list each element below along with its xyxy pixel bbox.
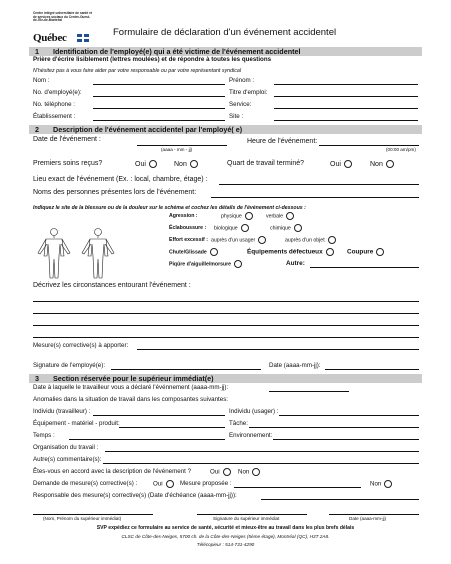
heure-evenement-hint: (00:00 am/pm) bbox=[386, 147, 416, 152]
chimique-label: chimique bbox=[270, 225, 291, 232]
section-title: Section réservée pour le supérieur immédiat(e) bbox=[53, 374, 214, 383]
piqure-radio[interactable] bbox=[234, 260, 242, 268]
premiers-soins-oui-radio[interactable] bbox=[149, 160, 157, 168]
date-evenement-label: Date de l'événement : bbox=[33, 136, 101, 143]
section-number: 1 bbox=[35, 47, 39, 56]
organisation-label: Organisation du travail : bbox=[33, 444, 99, 451]
demande-mesures-non-radio[interactable] bbox=[384, 480, 392, 488]
environnement-field[interactable] bbox=[273, 439, 419, 440]
nom-superieur-caption: (Nom, Prénom du supérieur immédiat) bbox=[43, 516, 122, 521]
section-2-header bbox=[29, 125, 422, 134]
section-3-header bbox=[29, 374, 422, 383]
individu-usager-field[interactable] bbox=[279, 415, 419, 416]
mesure-proposee-label: Mesure proposée : bbox=[180, 480, 232, 487]
etablissement-field[interactable] bbox=[93, 120, 225, 121]
form-title: Formulaire de déclaration d'un événement accidentel bbox=[113, 27, 337, 38]
heure-evenement-label: Heure de l'événement: bbox=[247, 138, 318, 145]
autres-commentaires-field[interactable] bbox=[103, 463, 419, 464]
date-avise-field[interactable] bbox=[269, 391, 349, 392]
oui-label: Oui bbox=[135, 160, 146, 168]
effort-excessif-label: Effort excessif : bbox=[169, 237, 208, 243]
equipements-radio[interactable] bbox=[326, 248, 334, 256]
temps-label: Temps : bbox=[33, 432, 55, 439]
chimique-option bbox=[270, 224, 302, 232]
quebec-flag-icon bbox=[77, 34, 89, 42]
personnes-label: Noms des personnes présentes lors de l'événement: bbox=[33, 189, 197, 196]
biologique-radio[interactable] bbox=[241, 224, 249, 232]
titre-emploi-field[interactable] bbox=[274, 96, 418, 97]
section-1-instruction: Prière d'écrire lisiblement (lettres moulées) et de répondre à toutes les questions bbox=[33, 56, 272, 63]
section-number: 2 bbox=[35, 125, 39, 134]
oui-label: Oui bbox=[153, 480, 163, 488]
physique-option bbox=[221, 212, 253, 220]
circonstances-line-1[interactable] bbox=[33, 301, 419, 302]
quebec-logo: Québec bbox=[33, 32, 67, 44]
aupres-objet-radio[interactable] bbox=[328, 236, 336, 244]
equipement-field[interactable] bbox=[119, 427, 225, 428]
biologique-label: biologique bbox=[214, 225, 238, 232]
signature-employe-field[interactable] bbox=[111, 369, 261, 370]
quart-travail-label: Quart de travail terminé? bbox=[227, 160, 305, 167]
lieu-field[interactable] bbox=[219, 184, 419, 185]
date-avise-label: Date à laquelle le travailleur vous a déclaré l'événnement (aaaa-mm-jj): bbox=[33, 384, 229, 391]
nom-label: Nom : bbox=[33, 77, 50, 84]
anomalies-label: Anomalies dans la situation de travail dans les composantes suivantes: bbox=[33, 396, 229, 403]
piqure-option bbox=[169, 260, 242, 268]
date-signature-label: Date (aaaa-mm-jj): bbox=[269, 362, 321, 369]
tache-field[interactable] bbox=[249, 427, 419, 428]
section-1-note: N'hésitez pas à vous faire aider par votre responsable ou par votre représentant syndical bbox=[33, 68, 241, 74]
equipement-label: Équipement - matériel - produit: bbox=[33, 420, 120, 427]
piqure-label: Piqûre d'aiguille/morsure bbox=[169, 261, 232, 268]
equipements-label: Équipements défectueux bbox=[247, 248, 323, 256]
accord-oui bbox=[210, 468, 231, 477]
eclaboussure-label: Éclaboussure : bbox=[169, 225, 207, 231]
telephone-label: No. téléphone : bbox=[33, 101, 75, 108]
no-employe-label: No. d'employé(e): bbox=[33, 89, 82, 96]
individu-usager-label: Individu (usager) : bbox=[229, 408, 279, 415]
chimique-radio[interactable] bbox=[294, 224, 302, 232]
mesure-proposee-field[interactable] bbox=[234, 487, 361, 488]
premiers-soins-label: Premiers soins reçus? bbox=[33, 160, 103, 167]
coupure-radio[interactable] bbox=[376, 248, 384, 256]
responsable-field[interactable] bbox=[261, 499, 419, 500]
footer-address: CLSC de Côte-des-Neiges, 5700 ch. de la Côte-des-Neiges (5ème étage), Montréal (QC), H3T 2A8. bbox=[121, 534, 330, 539]
verbale-radio[interactable] bbox=[286, 212, 294, 220]
individu-travailleur-label: Individu (travailleur) : bbox=[33, 408, 91, 415]
section-number: 3 bbox=[35, 374, 39, 383]
form-header bbox=[29, 10, 422, 46]
quart-travail-oui bbox=[330, 160, 352, 169]
indiquer-instruction: Indiquez le site de la blessure ou de la douleur sur le schéma et cochez les détails de l'événement ci-dessous : bbox=[33, 205, 306, 211]
autre-label: Autre: bbox=[286, 260, 305, 267]
aupres-usager-radio[interactable] bbox=[258, 236, 266, 244]
organization-name: Centre intégré universitaire de santé et de services sociaux du Centre-Ouest-de-l'Île-de-Montréal bbox=[33, 11, 92, 23]
telephone-field[interactable] bbox=[93, 108, 225, 109]
temps-field[interactable] bbox=[69, 439, 225, 440]
titre-emploi-label: Titre d'emploi: bbox=[229, 89, 268, 96]
lieu-label: Lieu exact de l'événement (Ex. : local, chambre, étage) : bbox=[33, 176, 208, 183]
autre-field[interactable] bbox=[310, 267, 419, 268]
service-field[interactable] bbox=[274, 108, 418, 109]
no-employe-field[interactable] bbox=[93, 96, 225, 97]
aupres-objet-option bbox=[285, 236, 336, 244]
quart-travail-non bbox=[370, 160, 394, 169]
verbale-option bbox=[266, 212, 294, 220]
environnement-label: Environnement: bbox=[229, 432, 273, 439]
demande-mesures-oui-radio[interactable] bbox=[166, 480, 174, 488]
oui-label: Oui bbox=[210, 468, 220, 476]
footer-instructions: SVP expédiez ce formulaire au service de santé, sécurité et mieux-être au travail dans les plus brefs délais bbox=[96, 525, 355, 531]
service-label: Service: bbox=[229, 101, 252, 108]
section-title: Identification de l'employé(e) qui a été victime de l'événement accidentel bbox=[53, 47, 301, 56]
circonstances-label: Décrivez les circonstances entourant l'événement : bbox=[33, 282, 191, 289]
oui-label: Oui bbox=[330, 160, 341, 168]
equipements-option bbox=[247, 248, 334, 257]
accord-oui-radio[interactable] bbox=[223, 468, 231, 476]
coupure-option bbox=[347, 248, 384, 257]
autres-commentaires-label: Autre(s) commentaire(s): bbox=[33, 456, 102, 463]
biologique-option bbox=[214, 224, 249, 232]
circonstances-line-3[interactable] bbox=[33, 325, 419, 326]
date-signature-field[interactable] bbox=[325, 369, 419, 370]
site-field[interactable] bbox=[274, 120, 418, 121]
aupres-usager-label: auprès d'un usager bbox=[211, 237, 256, 244]
signature-employe-label: Signature de l'employé(e): bbox=[33, 362, 106, 369]
demande-mesures-label: Demande de mesure(s) corrective(s) : bbox=[33, 480, 138, 487]
non-label: Non bbox=[174, 160, 187, 168]
section-1-header bbox=[29, 47, 422, 56]
physique-radio[interactable] bbox=[245, 212, 253, 220]
agression-label: Agression : bbox=[169, 213, 198, 219]
demande-mesures-oui bbox=[153, 480, 174, 489]
circonstances-line-4[interactable] bbox=[33, 337, 419, 338]
accord-non bbox=[238, 468, 260, 477]
circonstances-line-2[interactable] bbox=[33, 313, 419, 314]
site-label: Site : bbox=[229, 113, 244, 120]
quart-travail-oui-radio[interactable] bbox=[344, 160, 352, 168]
premiers-soins-oui bbox=[135, 160, 157, 169]
chute-option bbox=[169, 248, 218, 256]
accord-non-radio[interactable] bbox=[252, 468, 260, 476]
coupure-label: Coupure bbox=[347, 248, 374, 256]
verbale-label: verbale bbox=[266, 213, 284, 220]
prenom-label: Prénom : bbox=[229, 77, 255, 84]
section-title: Description de l'événement accidentel par l'employé( e) bbox=[53, 125, 243, 134]
mesures-label: Mesure(s) corrective(s) à apporter: bbox=[33, 342, 129, 349]
non-label: Non bbox=[238, 468, 250, 476]
premiers-soins-non bbox=[174, 160, 198, 169]
date-evenement-hint: (aaaa - mm - jj) bbox=[161, 147, 193, 152]
mesures-field[interactable] bbox=[137, 349, 419, 350]
body-diagram[interactable] bbox=[32, 226, 120, 280]
etablissement-label: Établissement : bbox=[33, 113, 76, 120]
non-label: Non bbox=[370, 480, 382, 488]
non-label: Non bbox=[370, 160, 383, 168]
tache-label: Tâche: bbox=[229, 420, 248, 427]
demande-mesures-non bbox=[370, 480, 392, 489]
chute-label: Chute/Glissade bbox=[169, 249, 207, 256]
responsable-label: Responsable des mesure(s) corrective(s) (Date d'échéance (aaaa-mm-jj)): bbox=[33, 492, 237, 499]
signature-superieur-caption: Signature du supérieur immédiat bbox=[213, 516, 280, 521]
accord-label: Êtes-vous en accord avec la description de l'événement ? bbox=[33, 468, 192, 475]
quart-travail-non-radio[interactable] bbox=[386, 160, 394, 168]
personnes-field[interactable] bbox=[211, 197, 419, 198]
aupres-usager-option bbox=[211, 236, 266, 244]
physique-label: physique bbox=[221, 213, 242, 220]
aupres-objet-label: auprès d'un objet bbox=[285, 237, 325, 244]
individu-travailleur-field[interactable] bbox=[93, 415, 225, 416]
footer-fax: Télécopieur : 514-731-4290 bbox=[196, 542, 255, 547]
nom-field[interactable] bbox=[93, 84, 225, 85]
prenom-field[interactable] bbox=[274, 84, 418, 85]
organisation-field[interactable] bbox=[105, 451, 419, 452]
date-superieur-caption: Date (aaaa-mm-jj) bbox=[349, 516, 387, 521]
chute-radio[interactable] bbox=[210, 248, 218, 256]
premiers-soins-non-radio[interactable] bbox=[190, 160, 198, 168]
form-page bbox=[29, 10, 422, 554]
